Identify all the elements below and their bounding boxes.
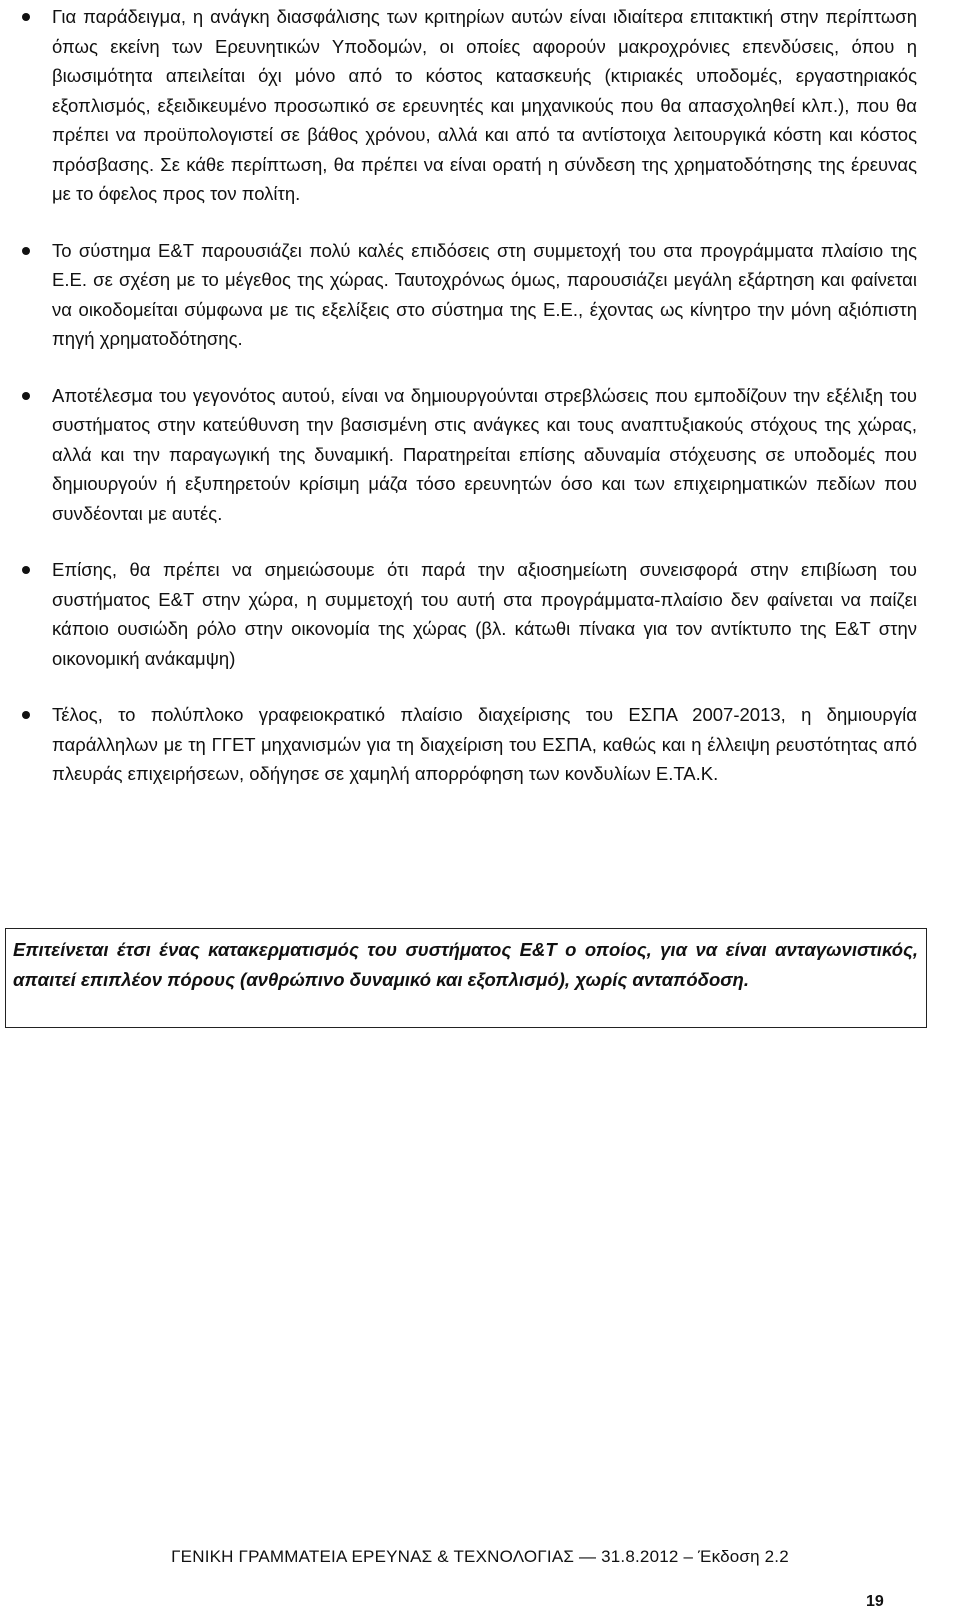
page-footer: ΓΕΝΙΚΗ ΓΡΑΜΜΑΤΕΙΑ ΕΡΕΥΝΑΣ & ΤΕΧΝΟΛΟΓΙΑΣ — 31.8.2012 – Έκδοση 2.2 <box>171 1547 789 1566</box>
page-number: 19 <box>866 1593 884 1610</box>
bullet-dot-icon <box>22 711 30 719</box>
bullet-dot-icon <box>22 566 30 574</box>
bullet-item-economic-impact <box>52 555 917 673</box>
conclusion-text: Επιτείνεται έτσι ένας κατακερματισμός του συστήματος Ε&Τ ο οποίος, για να είναι ανταγωνιστικός, απαιτεί επιπλέον πόρους (ανθρώπινο δυναμικό και εξοπλισμό), χωρίς ανταπόδοση. <box>13 939 918 990</box>
conclusion-box <box>5 928 927 1028</box>
bullet-item-research-infrastructure <box>52 2 917 209</box>
bullet-item-espa-bureaucracy <box>52 700 917 789</box>
bullet-dot-icon <box>22 247 30 255</box>
bullet-dot-icon <box>22 13 30 21</box>
bullet-text: Τέλος, το πολύπλοκο γραφειοκρατικό πλαίσιο διαχείρισης του ΕΣΠΑ 2007-2013, η δημιουργία παράλληλων με τη ΓΓΕΤ μηχανισμών για τη διαχείριση του ΕΣΠΑ, καθώς και η έλλειψη ρευστότητας από πλευράς επιχειρήσεων, οδήγησε σε χαμηλή απορρόφηση των κονδυλίων Ε.ΤΑ.Κ. <box>52 704 917 784</box>
bullet-list <box>0 2 960 816</box>
bullet-dot-icon <box>22 392 30 400</box>
bullet-text: Το σύστημα Ε&Τ παρουσιάζει πολύ καλές επιδόσεις στη συμμετοχή του στα προγράμματα πλαίσιο της Ε.Ε. σε σχέση με το μέγεθος της χώρας. Ταυτοχρόνως όμως, παρουσιάζει μεγάλη εξάρτηση και φαίνεται να οικοδομείται σύμφωνα με τις εξελίξεις στο σύστημα της Ε.Ε., έχοντας ως κίνητρο την μόνη αξιόπιστη πηγή χρηματοδότησης. <box>52 239 917 349</box>
bullet-text: Αποτέλεσμα του γεγονότος αυτού, είναι να δημιουργούνται στρεβλώσεις που εμποδίζουν την εξέλιξη του συστήματος στην κατεύθυνση την βασισμένη στις ανάγκες και τους αναπτυξιακούς στόχους της χώρας, αλλά και την παραγωγική της δυναμική. Παρατηρείται επίσης αδυναμία στόχευσης σε υποδομές που δημιουργούν ή εξυπηρετούν κρίσιμη μάζα τόσο ερευνητών όσο και των επιχειρηματικών πεδίων που συνδέονται με αυτές. <box>52 384 917 524</box>
bullet-item-distortions <box>52 381 917 529</box>
bullet-text: Για παράδειγμα, η ανάγκη διασφάλισης των κριτηρίων αυτών είναι ιδιαίτερα επιτακτική στην περίπτωση όπως εκείνη των Ερευνητικών Υποδομών, οι οποίες αφορούν μακροχρόνιες επενδύσεις, όπου η βιωσιμότητα απειλείται όχι μόνο από το κόστος κατασκευής (κτιριακές υποδομές, εργαστηριακός εξοπλισμός, εξειδικευμένο προσωπικό σε ερευνητές και μηχανικούς που θα απασχοληθεί κλπ.), που θα πρέπει να προϋπολογιστεί σε βάθος χρόνου, αλλά και από τα αντίστοιχα λειτουργικά κόστη και κόστος πρόσβασης. Σε κάθε περίπτωση, θα πρέπει να είναι ορατή η σύνδεση της χρηματοδότησης της έρευνας με το όφελος προς τον πολίτη. <box>52 6 917 204</box>
bullet-item-framework-participation <box>52 236 917 354</box>
bullet-text: Επίσης, θα πρέπει να σημειώσουμε ότι παρά την αξιοσημείωτη συνεισφορά στην επιβίωση του συστήματος Ε&Τ στην χώρα, η συμμετοχή του αυτή στα προγράμματα-πλαίσιο δεν φαίνεται να παίζει κάποιο ουσιώδη ρόλο στην οικονομία της χώρας (βλ. κάτωθι πίνακα για τον αντίκτυπο της Ε&Τ στην οικονομική ανάκαμψη) <box>52 559 917 669</box>
